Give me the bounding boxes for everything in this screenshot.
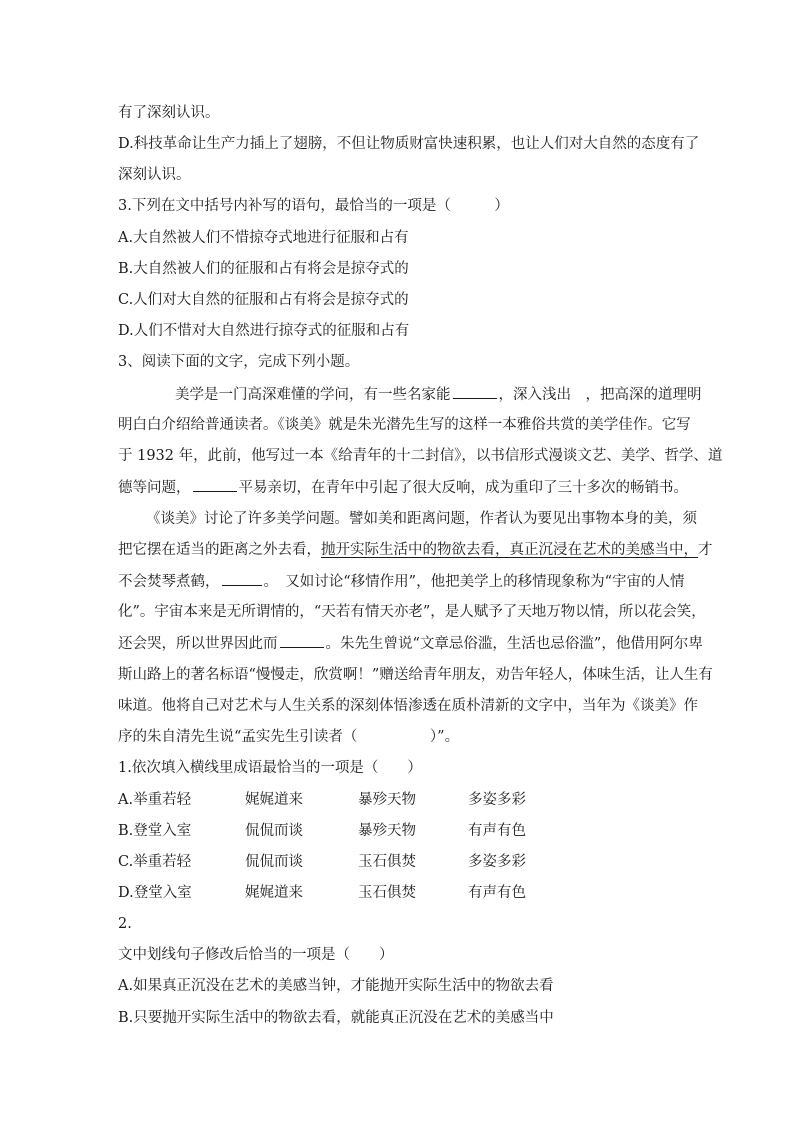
passage-text: 。 又如讨论“移情作用”，他把美学上的移情现象称为“宇宙的人情	[263, 574, 685, 590]
passage-text: 把它摆在适当的距离之外去看，	[118, 542, 321, 558]
fill-blank	[222, 571, 262, 586]
option-cell: 玉石俱焚	[358, 885, 416, 901]
option-cell: B.登堂入室	[118, 823, 192, 839]
passage-text: ，深入浅出 ，把高深的道理明	[498, 387, 702, 403]
text-line: 有了深刻认识。	[118, 105, 220, 121]
passage-text: 德等问题，	[118, 480, 191, 496]
passage-line: 序的朱自清先生说“孟实先生引读者（ ）”。	[118, 729, 460, 745]
option-cell: 玉石俱焚	[358, 854, 416, 870]
passage-line	[175, 384, 702, 405]
option-d: D.人们不惜对大自然进行掠夺式的征服和占有	[118, 323, 410, 339]
option-cell: 暴殄天物	[358, 792, 416, 808]
passage-line: 味道。他将自己对艺术与人生关系的深刻体悟渗透在质朴清新的文字中，当年为《谈美》作	[118, 698, 698, 714]
passage-text: 才	[698, 542, 713, 558]
question-3: 3.下列在文中括号内补写的语句，最恰当的一项是（ ）	[118, 198, 509, 214]
passage-line: 于 1932 年，此前，他写过一本《给青年的十二封信》，以书信形式漫谈文艺、美学、哲学、道	[118, 448, 723, 464]
passage-text: 还会哭，所以世界因此而	[118, 636, 278, 652]
passage-text: 平易亲切，在青年中引起了很大反响，成为重印了三十多次的畅销书。	[238, 480, 688, 496]
option-cell: 多姿多彩	[468, 792, 526, 808]
passage-line: 明白白介绍给普通读者。《谈美》就是朱光潜先生写的这样一本雅俗共赏的美学佳作。它写	[118, 417, 691, 433]
option-b: B.大自然被人们的征服和占有将会是掠夺式的	[118, 261, 409, 277]
option-cell: A.举重若轻	[118, 792, 192, 808]
text-line: 深刻认识。	[118, 167, 191, 183]
passage-line	[118, 571, 685, 592]
question-2-option-b: B.只要抛开实际生活中的物欲去看，就能真正沉没在艺术的美感当中	[118, 1010, 554, 1026]
option-cell: C.举重若轻	[118, 854, 192, 870]
question-2-option-a: A.如果真正沉没在艺术的美感当钟，才能抛开实际生活中的物欲去看	[118, 978, 554, 994]
question-2: 文中划线句子修改后恰当的一项是（ ）	[118, 947, 394, 963]
passage-line	[118, 633, 703, 654]
passage-text: 美学是一门高深难懂的学问，有一些名家能	[175, 387, 451, 403]
option-cell: 娓娓道来	[245, 885, 303, 901]
passage-line: 化”。宇宙本来是无所谓情的，“天若有情天亦老”，是人赋予了天地万物以情，所以花会笑，	[118, 604, 706, 620]
fill-blank	[453, 384, 497, 399]
fill-blank	[193, 477, 237, 492]
question-2-number: 2.	[118, 916, 132, 932]
option-cell: D.登堂入室	[118, 885, 192, 901]
passage-line: 《谈美》讨论了许多美学问题。譬如美和距离问题，作者认为要见出事物本身的美，须	[146, 511, 697, 527]
option-a: A.大自然被人们不惜掠夺式地进行征服和占有	[118, 230, 409, 246]
option-c: C.人们对大自然的征服和占有将会是掠夺式的	[118, 292, 409, 308]
option-d-prev: D.科技革命让生产力插上了翅膀，不但让物质财富快速积累，也让人们对大自然的态度有了	[118, 136, 700, 152]
fill-blank	[280, 633, 324, 648]
passage-text: 。朱先生曾说“文章忌俗滥，生活也忌俗滥”，他借用阿尔卑	[325, 636, 703, 652]
option-cell: 侃侃而谈	[245, 854, 303, 870]
underlined-sentence: 抛开实际生活中的物欲去看，真正沉浸在艺术的美感当中，	[321, 542, 698, 558]
section-heading: 3、阅读下面的文字，完成下列小题。	[118, 354, 360, 370]
option-cell: 有声有色	[468, 885, 526, 901]
passage-line	[118, 540, 713, 560]
option-cell: 有声有色	[468, 823, 526, 839]
option-cell: 娓娓道来	[245, 792, 303, 808]
passage-line	[118, 477, 688, 498]
question-1: 1.依次填入横线里成语最恰当的一项是（ ）	[118, 760, 422, 776]
option-cell: 侃侃而谈	[245, 823, 303, 839]
option-cell: 多姿多彩	[468, 854, 526, 870]
option-cell: 暴殄天物	[358, 823, 416, 839]
passage-line: 斯山路上的著名标语“慢慢走，欣赏啊！”赠送给青年朋友，劝告年轻人，体味生活，让人生有	[118, 667, 713, 683]
passage-text: 不会焚琴煮鹤，	[118, 574, 220, 590]
